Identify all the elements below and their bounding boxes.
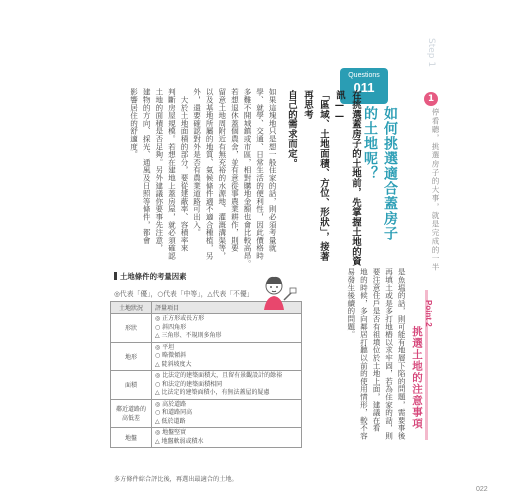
- criteria-item: △ 陡斜坡度大: [155, 360, 192, 368]
- step-label: Step 1: [426, 38, 436, 68]
- table-row: [111, 428, 302, 448]
- table-note: 多方條件綜合評比後，再選出最適合的土地。: [114, 476, 238, 483]
- body-column: 再填土或是多打地樁以求牢固，若為住家的話，則: [384, 268, 394, 440]
- criteria-item: △ 地盤軟弱或積水: [155, 437, 204, 445]
- row-items: [152, 314, 302, 343]
- criteria-item: ◎ 比法定的建築面積大，且留有景觀設計的餘裕: [155, 372, 283, 379]
- table-legend: ◎代表「優」，○代表「中等」，△代表「不優」: [114, 290, 254, 298]
- table-row: [111, 314, 302, 343]
- question-badge-label: Questions: [348, 72, 380, 79]
- row-label: 地盤: [111, 428, 152, 448]
- lead-paragraph: [283, 90, 363, 270]
- row-items: [152, 371, 302, 400]
- criteria-item: ◎ 正方形或長方形: [155, 315, 205, 322]
- page-number: 022: [476, 486, 488, 493]
- criteria-item: △ 比法定的建築面積小，有無法蓋屋的疑慮: [155, 389, 270, 396]
- body-column: 學、就學、交通、日常生活的便利性，因此價格時: [255, 88, 265, 260]
- body-column: 要注意住戶是否有祖墳位於土地上面，建議在看: [372, 268, 381, 432]
- body-column: 建物的方向、採光、通風及日照等條件，都會: [142, 88, 152, 244]
- table-header: 評量項目: [152, 302, 302, 314]
- chapter-subtitle: 停看聽，挑選房子的大事，就是完成的一半: [431, 108, 440, 272]
- row-label: 面積: [111, 371, 152, 400]
- body-column: 留意土地周附近有無充裕的水源地、灌溉溝渠等，: [217, 88, 227, 260]
- body-column: 如果這塊地只是想一般住家的話，則必須考量就: [268, 88, 278, 252]
- criteria-item: ○ 和道路同高: [155, 409, 193, 416]
- table-row: [111, 399, 302, 428]
- row-items: [152, 399, 302, 428]
- mascot-illustration: [252, 270, 298, 314]
- body-column: 大於土地面積的部分，要從建蔽率、容積率來: [180, 88, 189, 252]
- criteria-item: △ 三角形、不規則多角形: [155, 332, 222, 339]
- row-items: [152, 342, 302, 371]
- table-title: 土地條件的考量因素: [114, 271, 187, 282]
- body-column: 是魚塭的話，則可能有地層下陷的問題，需要事後: [397, 268, 407, 440]
- table-row: [111, 342, 302, 371]
- body-column: 判斷房屋規模。若想在建地上蓋房屋，就必須確認: [167, 88, 177, 260]
- step-number-badge: 1: [424, 92, 438, 106]
- criteria-item: ◎ 平坦: [155, 343, 175, 351]
- criteria-item: ○ 略微傾斜: [155, 352, 187, 359]
- body-column: 若想退休蓋個農舍，並有意從事農業耕作，則要: [230, 88, 240, 252]
- body-column: 地的時候，多向鄰居打聽以前的使用情形，較不容: [359, 268, 369, 440]
- question-title: 如何挑選適合蓋房子的土地呢？: [362, 106, 398, 241]
- table-row: [111, 371, 302, 400]
- criteria-item: ◎ 高於道路: [155, 400, 187, 408]
- body-column: 影響居住的舒適度。: [129, 88, 139, 159]
- point-label: Point 2: [424, 300, 433, 327]
- row-label: 形狀: [111, 314, 152, 343]
- lead-line: 「區域、土地面積、方位、形狀」，接著再思考: [302, 90, 329, 262]
- row-items: [152, 428, 302, 448]
- body-column: 外，還要確認對外是否有農業道路可出入。: [192, 88, 202, 237]
- point-title: 挑選土地的注意事項: [411, 326, 423, 430]
- criteria-table: [110, 301, 302, 448]
- question-number: 011: [353, 80, 375, 95]
- lead-line: 在挑選蓋房子的土地前，先掌握土地的資訊——: [334, 90, 361, 267]
- row-label: 鄰近道路的高低差: [111, 399, 152, 428]
- body-column: 易發生後續的問題。: [346, 268, 356, 339]
- criteria-item: ◎ 地盤堅實: [155, 429, 187, 436]
- criteria-item: △ 低於道路: [155, 417, 186, 425]
- body-column: 多難不開城鎮或市區，相對購地金額也會比較高昂。: [243, 88, 252, 268]
- table-header: 土地狀況: [111, 302, 152, 314]
- body-column: 以及基地所屬的地質、氣候條件適不適合種植，另: [205, 88, 215, 260]
- point-tag: [424, 300, 438, 440]
- body-column: 土地的面積是否足夠。另外建議你要事先注意，: [154, 88, 164, 252]
- criteria-item: ○ 斜四角形: [155, 323, 187, 331]
- row-label: 地形: [111, 342, 152, 371]
- lead-line: 自己的需求而定。: [286, 90, 297, 169]
- criteria-item: ○ 和法定的建築面積相同: [155, 380, 223, 388]
